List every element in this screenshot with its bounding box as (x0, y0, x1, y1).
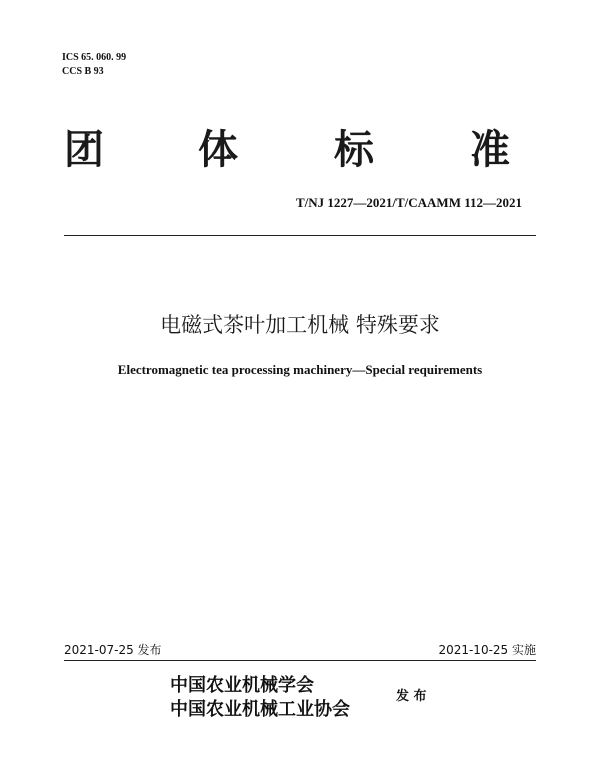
publisher-org-2: 中国农业机械工业协会 (170, 699, 350, 720)
document-title-english: Electromagnetic tea processing machinery—Special requirements (117, 362, 483, 377)
document-title-chinese: 电磁式茶叶加工机械 特殊要求 (160, 313, 440, 337)
publisher-org-1: 中国农业机械学会 (170, 675, 314, 696)
header-divider (64, 235, 536, 236)
publish-label: 发 布 (396, 689, 427, 704)
footer-divider (64, 660, 536, 661)
issue-date: 2021-07-25 发布 (64, 643, 162, 657)
ics-code: ICS 65. 060. 99 (62, 52, 127, 63)
ccs-code: CCS B 93 (62, 66, 104, 77)
header-char-4: 准 (470, 127, 510, 173)
header-char-3: 标 (334, 127, 374, 173)
standard-number: T/NJ 1227—2021/T/CAAMM 112—2021 (295, 195, 522, 210)
implementation-date: 2021-10-25 实施 (438, 643, 536, 657)
header-char-2: 体 (198, 127, 238, 173)
header-char-1: 团 (64, 127, 104, 173)
